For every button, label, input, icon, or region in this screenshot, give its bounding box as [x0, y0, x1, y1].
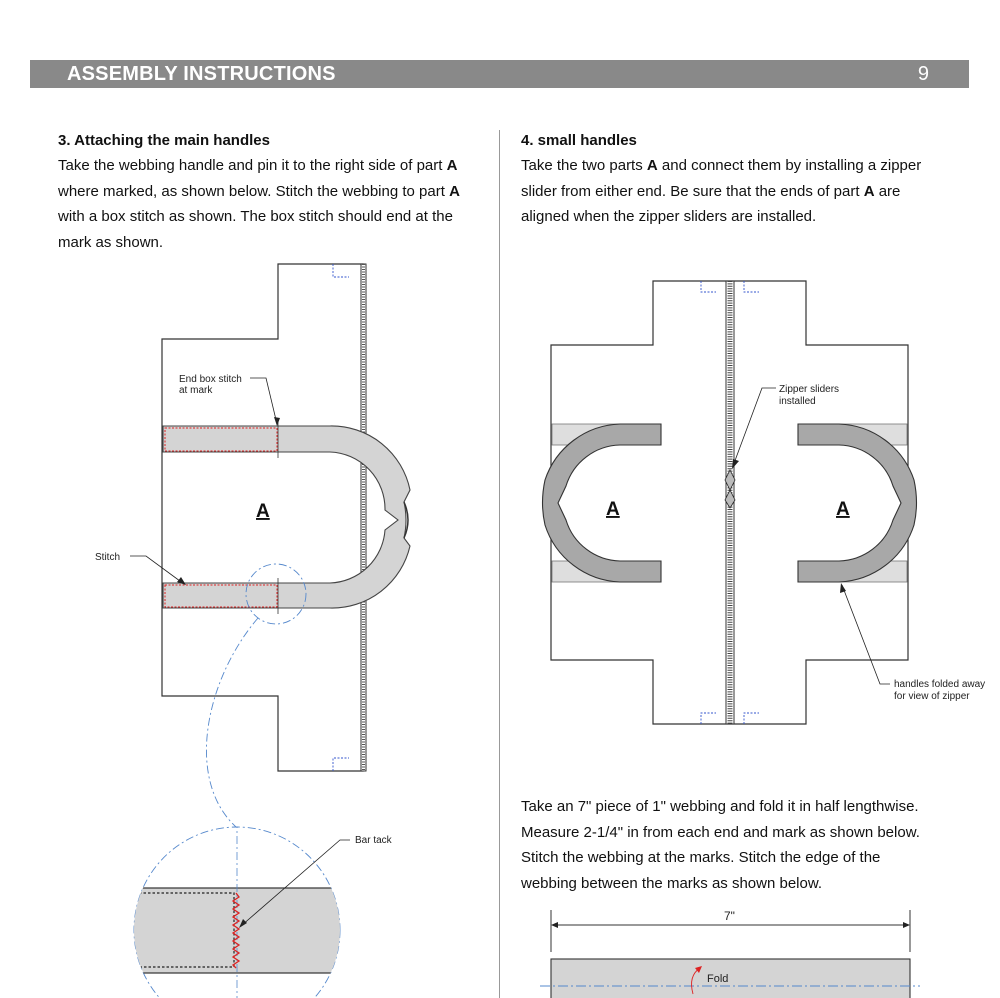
- line: and connect them by installing a zipper: [657, 157, 922, 174]
- line: webbing between the marks as shown below.: [521, 874, 823, 892]
- dimension-label: 7": [724, 909, 735, 923]
- webbing-fold-figure: [540, 909, 920, 998]
- fold-label: Fold: [707, 973, 729, 985]
- section-heading: 4. small handles: [521, 132, 637, 149]
- line: Take the two parts: [521, 157, 647, 174]
- label-end-box-stitch: End box stitch: [179, 374, 242, 385]
- page-number: 9: [917, 63, 929, 85]
- line: with a box stitch as shown. The box stitch should end at the: [58, 208, 453, 225]
- line: Take an 7" piece of 1" webbing and fold it in half lengthwise.: [521, 798, 919, 815]
- part-ref: A: [449, 182, 460, 200]
- webbing-strip: [551, 959, 910, 998]
- part-a-right-label: A: [836, 499, 850, 520]
- line: are: [874, 182, 901, 200]
- label-handles-folded: handles folded away: [894, 679, 986, 690]
- magnified-detail: [130, 820, 345, 998]
- part-ref: A: [646, 157, 658, 174]
- line: Take the webbing handle and pin it to the right side of part: [58, 157, 447, 174]
- part-a-label: A: [256, 501, 270, 522]
- label-zipper-sliders: Zipper sliders: [779, 384, 840, 395]
- line: slider from either end. Be sure that the ends of part: [521, 182, 864, 200]
- label-bar-tack: Bar tack: [355, 835, 392, 846]
- line: where marked, as shown below. Stitch the webbing to part: [58, 182, 450, 200]
- label-handles-folded: for view of zipper: [894, 691, 970, 702]
- part-ref: A: [446, 157, 458, 174]
- section-heading: 3. Attaching the main handles: [58, 132, 270, 149]
- label-stitch: Stitch: [95, 552, 121, 563]
- small-handles-figure: [543, 281, 986, 724]
- label-end-box-stitch: at mark: [179, 385, 213, 396]
- part-a-left-label: A: [606, 499, 620, 520]
- line: Measure 2-1/4" in from each end and mark as shown below.: [521, 823, 920, 841]
- header-title: ASSEMBLY INSTRUCTIONS: [67, 63, 336, 85]
- line: mark as shown.: [58, 233, 164, 251]
- line: aligned when the zipper sliders are installed.: [521, 208, 817, 225]
- line: Stitch the webbing at the marks. Stitch the edge of the: [521, 849, 881, 866]
- part-ref: A: [863, 182, 875, 200]
- label-zipper-sliders: installed: [779, 396, 816, 407]
- main-handles-figure: [95, 264, 410, 998]
